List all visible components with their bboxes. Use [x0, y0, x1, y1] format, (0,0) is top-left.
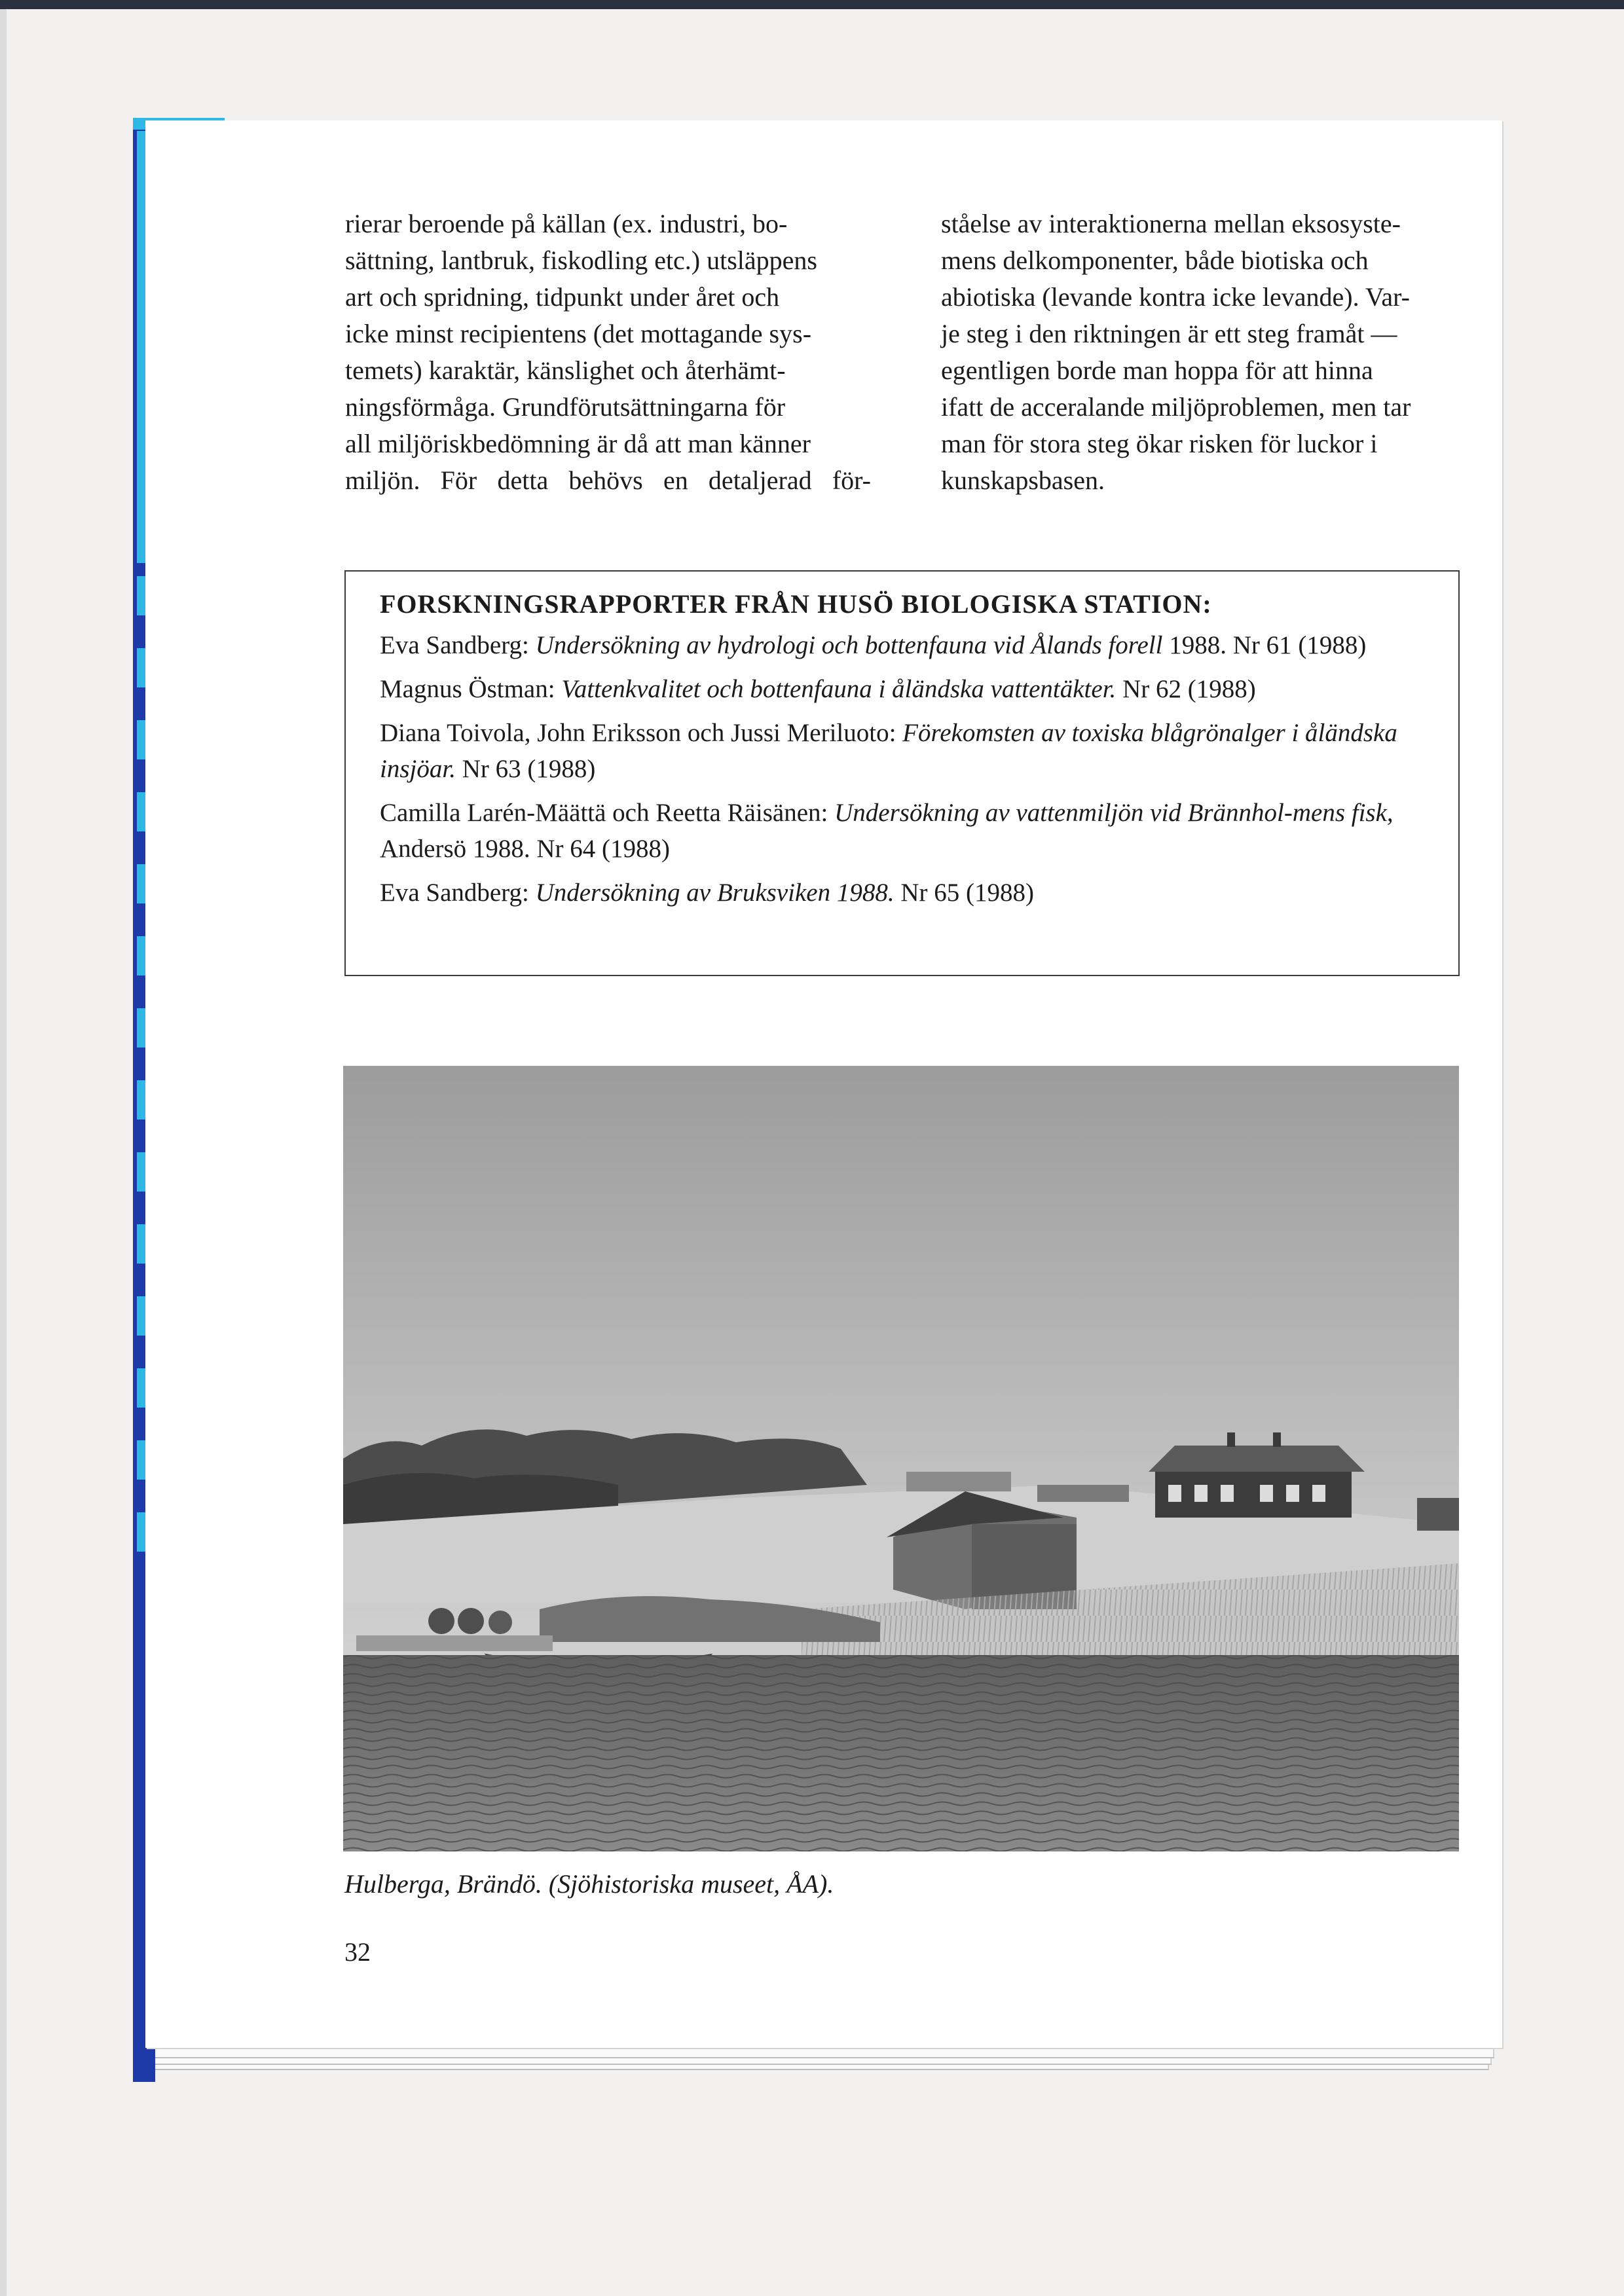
left-line: all miljöriskbedömning är då att man känner: [345, 429, 811, 458]
left-line: miljön. För detta behövs en detaljerad för-: [345, 465, 871, 495]
report-entry: [380, 795, 1426, 867]
report-authors: Eva Sandberg:: [380, 879, 536, 907]
report-title: Undersökning av Bruksviken 1988.: [535, 879, 895, 907]
photo-caption: Hulberga, Brändö. (Sjöhistoriska museet, ÅA).: [344, 1869, 834, 1899]
report-details: 1988. Nr 61 (1988): [1162, 631, 1367, 659]
research-reports-box: [344, 570, 1460, 976]
report-title: Förekomsten av toxiska blågrönalger i åländska insjöar.: [380, 719, 1397, 783]
right-line: kunskapsbasen.: [941, 465, 1105, 495]
report-entry: [380, 627, 1426, 663]
left-line: rierar beroende på källan (ex. industri, bo-: [345, 209, 788, 238]
text-column-right: [941, 206, 1462, 499]
report-details: Nr 65 (1988): [894, 879, 1034, 907]
report-entry: [380, 875, 1426, 911]
report-details: Nr 63 (1988): [455, 755, 596, 783]
text-column-left: [345, 206, 871, 499]
scanner-left-edge: [0, 9, 7, 2296]
left-line: temets) karaktär, känslighet och återhämt-: [345, 355, 786, 385]
right-line: egentligen borde man hoppa för att hinna: [941, 355, 1373, 385]
photo-illustration: [343, 1066, 1459, 1851]
report-entry: [380, 715, 1426, 787]
report-details: Nr 62 (1988): [1116, 675, 1256, 703]
scanner-top-band: [0, 0, 1624, 9]
page-number: 32: [344, 1937, 371, 1967]
report-title: Undersökning av hydrologi och bottenfauna vid Ålands forell: [535, 631, 1163, 659]
report-title: Vattenkvalitet och bottenfauna i åländska vattentäkter.: [561, 675, 1116, 703]
report-authors: Magnus Östman:: [380, 675, 562, 703]
left-line: ningsförmåga. Grundförutsättningarna för: [345, 392, 786, 422]
report-title: Undersökning av vattenmiljön vid Brännhol-mens fisk,: [834, 799, 1393, 827]
left-line: icke minst recipientens (det mottagande sys-: [345, 319, 812, 348]
report-entry: [380, 671, 1426, 707]
report-authors: Camilla Larén-Määttä och Reetta Räisänen:: [380, 799, 835, 827]
reports-heading: FORSKNINGSRAPPORTER FRÅN HUSÖ BIOLOGISKA STATION:: [380, 589, 1212, 619]
left-line: art och spridning, tidpunkt under året och: [345, 282, 780, 312]
report-authors: Diana Toivola, John Eriksson och Jussi Meriluoto:: [380, 719, 903, 747]
right-line: man för stora steg ökar risken för luckor i: [941, 429, 1378, 458]
photograph-hulberga: [343, 1066, 1459, 1851]
left-line: sättning, lantbruk, fiskodling etc.) utsläppens: [345, 246, 817, 275]
right-line: je steg i den riktningen är ett steg framåt —: [941, 319, 1397, 348]
right-line: mens delkomponenter, både biotiska och: [941, 246, 1369, 275]
right-line: abiotiska (levande kontra icke levande). Var-: [941, 282, 1410, 312]
report-authors: Eva Sandberg:: [380, 631, 536, 659]
right-line: ståelse av interaktionerna mellan eksosyste-: [941, 209, 1401, 238]
report-details: Andersö 1988. Nr 64 (1988): [380, 835, 671, 863]
right-line: ifatt de acceralande miljöproblemen, men tar: [941, 392, 1411, 422]
